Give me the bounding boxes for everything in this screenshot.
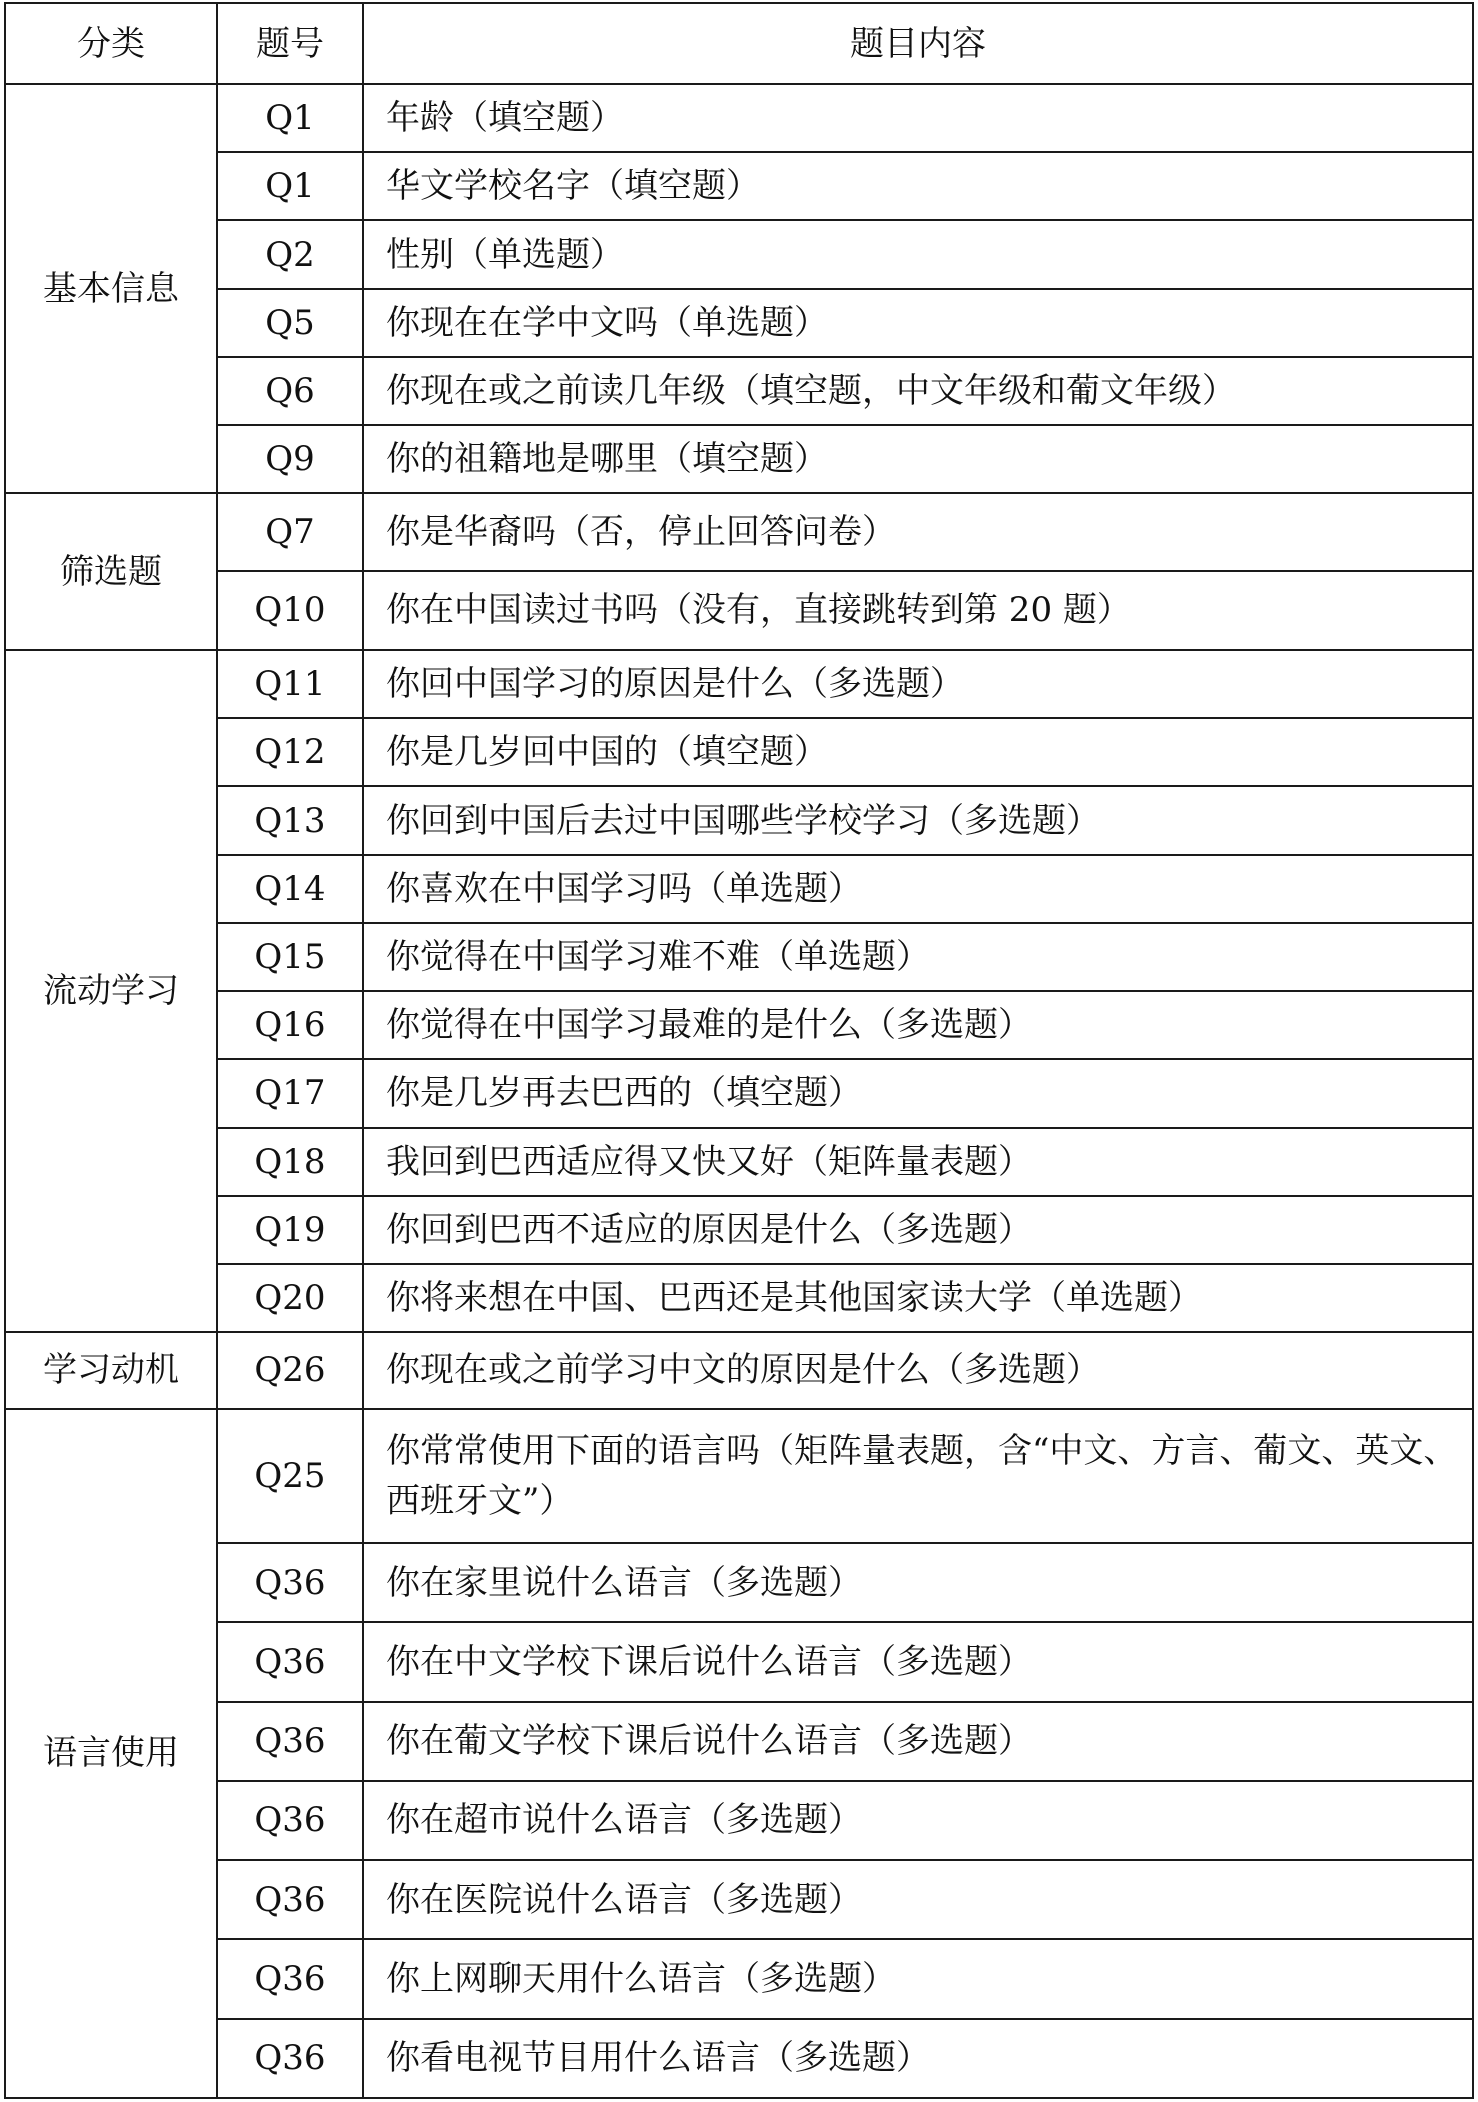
table-row: [5, 1332, 1473, 1408]
category-cell: 基本信息: [5, 84, 217, 493]
table-row: [5, 289, 1473, 357]
table-row: [5, 220, 1473, 288]
question-content-cell: 你常常使用下面的语言吗（矩阵量表题，含“中文、方言、葡文、英文、西班牙文”）: [363, 1409, 1473, 1543]
question-number-cell: Q10: [217, 571, 363, 650]
question-content-cell: 你现在在学中文吗（单选题）: [363, 289, 1473, 357]
question-number-cell: Q2: [217, 220, 363, 288]
table-row: [5, 1702, 1473, 1781]
question-content-cell: 你觉得在中国学习难不难（单选题）: [363, 923, 1473, 991]
question-content-cell: 我回到巴西适应得又快又好（矩阵量表题）: [363, 1128, 1473, 1196]
question-content-cell: 你现在或之前学习中文的原因是什么（多选题）: [363, 1332, 1473, 1408]
question-number-cell: Q9: [217, 425, 363, 493]
table-row: [5, 1059, 1473, 1127]
question-number-cell: Q17: [217, 1059, 363, 1127]
question-content-cell: 你回到巴西不适应的原因是什么（多选题）: [363, 1196, 1473, 1264]
question-content-cell: 华文学校名字（填空题）: [363, 152, 1473, 220]
table-row: [5, 357, 1473, 425]
question-number-cell: Q1: [217, 84, 363, 152]
question-content-cell: 你回中国学习的原因是什么（多选题）: [363, 650, 1473, 718]
question-content-cell: 年龄（填空题）: [363, 84, 1473, 152]
table-row: [5, 1781, 1473, 1860]
question-number-cell: Q36: [217, 1939, 363, 2018]
table-row: [5, 923, 1473, 991]
table-row: [5, 1939, 1473, 2018]
question-content-cell: 你上网聊天用什么语言（多选题）: [363, 1939, 1473, 2018]
category-cell: 语言使用: [5, 1409, 217, 2098]
question-number-cell: Q36: [217, 2019, 363, 2098]
table-row: [5, 1196, 1473, 1264]
header-number: 题号: [217, 3, 363, 84]
question-number-cell: Q26: [217, 1332, 363, 1408]
table-row: [5, 855, 1473, 923]
question-number-cell: Q36: [217, 1702, 363, 1781]
question-number-cell: Q6: [217, 357, 363, 425]
question-number-cell: Q15: [217, 923, 363, 991]
question-number-cell: Q25: [217, 1409, 363, 1543]
question-content-cell: 你回到中国后去过中国哪些学校学习（多选题）: [363, 786, 1473, 854]
table-row: [5, 991, 1473, 1059]
question-number-cell: Q18: [217, 1128, 363, 1196]
table-row: [5, 1128, 1473, 1196]
question-content-cell: 你现在或之前读几年级（填空题，中文年级和葡文年级）: [363, 357, 1473, 425]
question-number-cell: Q36: [217, 1781, 363, 1860]
question-content-cell: 你将来想在中国、巴西还是其他国家读大学（单选题）: [363, 1264, 1473, 1332]
category-cell: 筛选题: [5, 493, 217, 650]
table-row: [5, 1409, 1473, 1543]
table-row: [5, 425, 1473, 493]
question-number-cell: Q11: [217, 650, 363, 718]
question-number-cell: Q20: [217, 1264, 363, 1332]
question-content-cell: 你在葡文学校下课后说什么语言（多选题）: [363, 1702, 1473, 1781]
table-row: [5, 84, 1473, 152]
survey-question-table: [4, 2, 1474, 2099]
header-content: 题目内容: [363, 3, 1473, 84]
question-content-cell: 你的祖籍地是哪里（填空题）: [363, 425, 1473, 493]
question-content-cell: 你是几岁再去巴西的（填空题）: [363, 1059, 1473, 1127]
question-number-cell: Q36: [217, 1543, 363, 1622]
table-row: [5, 1622, 1473, 1701]
question-number-cell: Q5: [217, 289, 363, 357]
question-number-cell: Q16: [217, 991, 363, 1059]
question-number-cell: Q12: [217, 718, 363, 786]
question-content-cell: 你看电视节目用什么语言（多选题）: [363, 2019, 1473, 2098]
question-content-cell: 你在医院说什么语言（多选题）: [363, 1860, 1473, 1939]
table-body: [5, 84, 1473, 2098]
table-row: [5, 650, 1473, 718]
question-content-cell: 性别（单选题）: [363, 220, 1473, 288]
question-number-cell: Q36: [217, 1622, 363, 1701]
question-number-cell: Q1: [217, 152, 363, 220]
table-row: [5, 1264, 1473, 1332]
question-number-cell: Q36: [217, 1860, 363, 1939]
question-number-cell: Q19: [217, 1196, 363, 1264]
question-number-cell: Q7: [217, 493, 363, 570]
category-cell: 流动学习: [5, 650, 217, 1332]
question-content-cell: 你在超市说什么语言（多选题）: [363, 1781, 1473, 1860]
question-content-cell: 你在家里说什么语言（多选题）: [363, 1543, 1473, 1622]
question-number-cell: Q13: [217, 786, 363, 854]
table-row: [5, 1543, 1473, 1622]
question-content-cell: 你是几岁回中国的（填空题）: [363, 718, 1473, 786]
question-content-cell: 你觉得在中国学习最难的是什么（多选题）: [363, 991, 1473, 1059]
table-row: [5, 493, 1473, 570]
table-row: [5, 152, 1473, 220]
table-row: [5, 718, 1473, 786]
table-row: [5, 2019, 1473, 2098]
table-row: [5, 571, 1473, 650]
question-content-cell: 你是华裔吗（否，停止回答问卷）: [363, 493, 1473, 570]
question-content-cell: 你喜欢在中国学习吗（单选题）: [363, 855, 1473, 923]
category-cell: 学习动机: [5, 1332, 217, 1408]
table-row: [5, 1860, 1473, 1939]
question-number-cell: Q14: [217, 855, 363, 923]
question-content-cell: 你在中文学校下课后说什么语言（多选题）: [363, 1622, 1473, 1701]
table-row: [5, 786, 1473, 854]
question-content-cell: 你在中国读过书吗（没有，直接跳转到第 20 题）: [363, 571, 1473, 650]
header-row: [5, 3, 1473, 84]
header-category: 分类: [5, 3, 217, 84]
